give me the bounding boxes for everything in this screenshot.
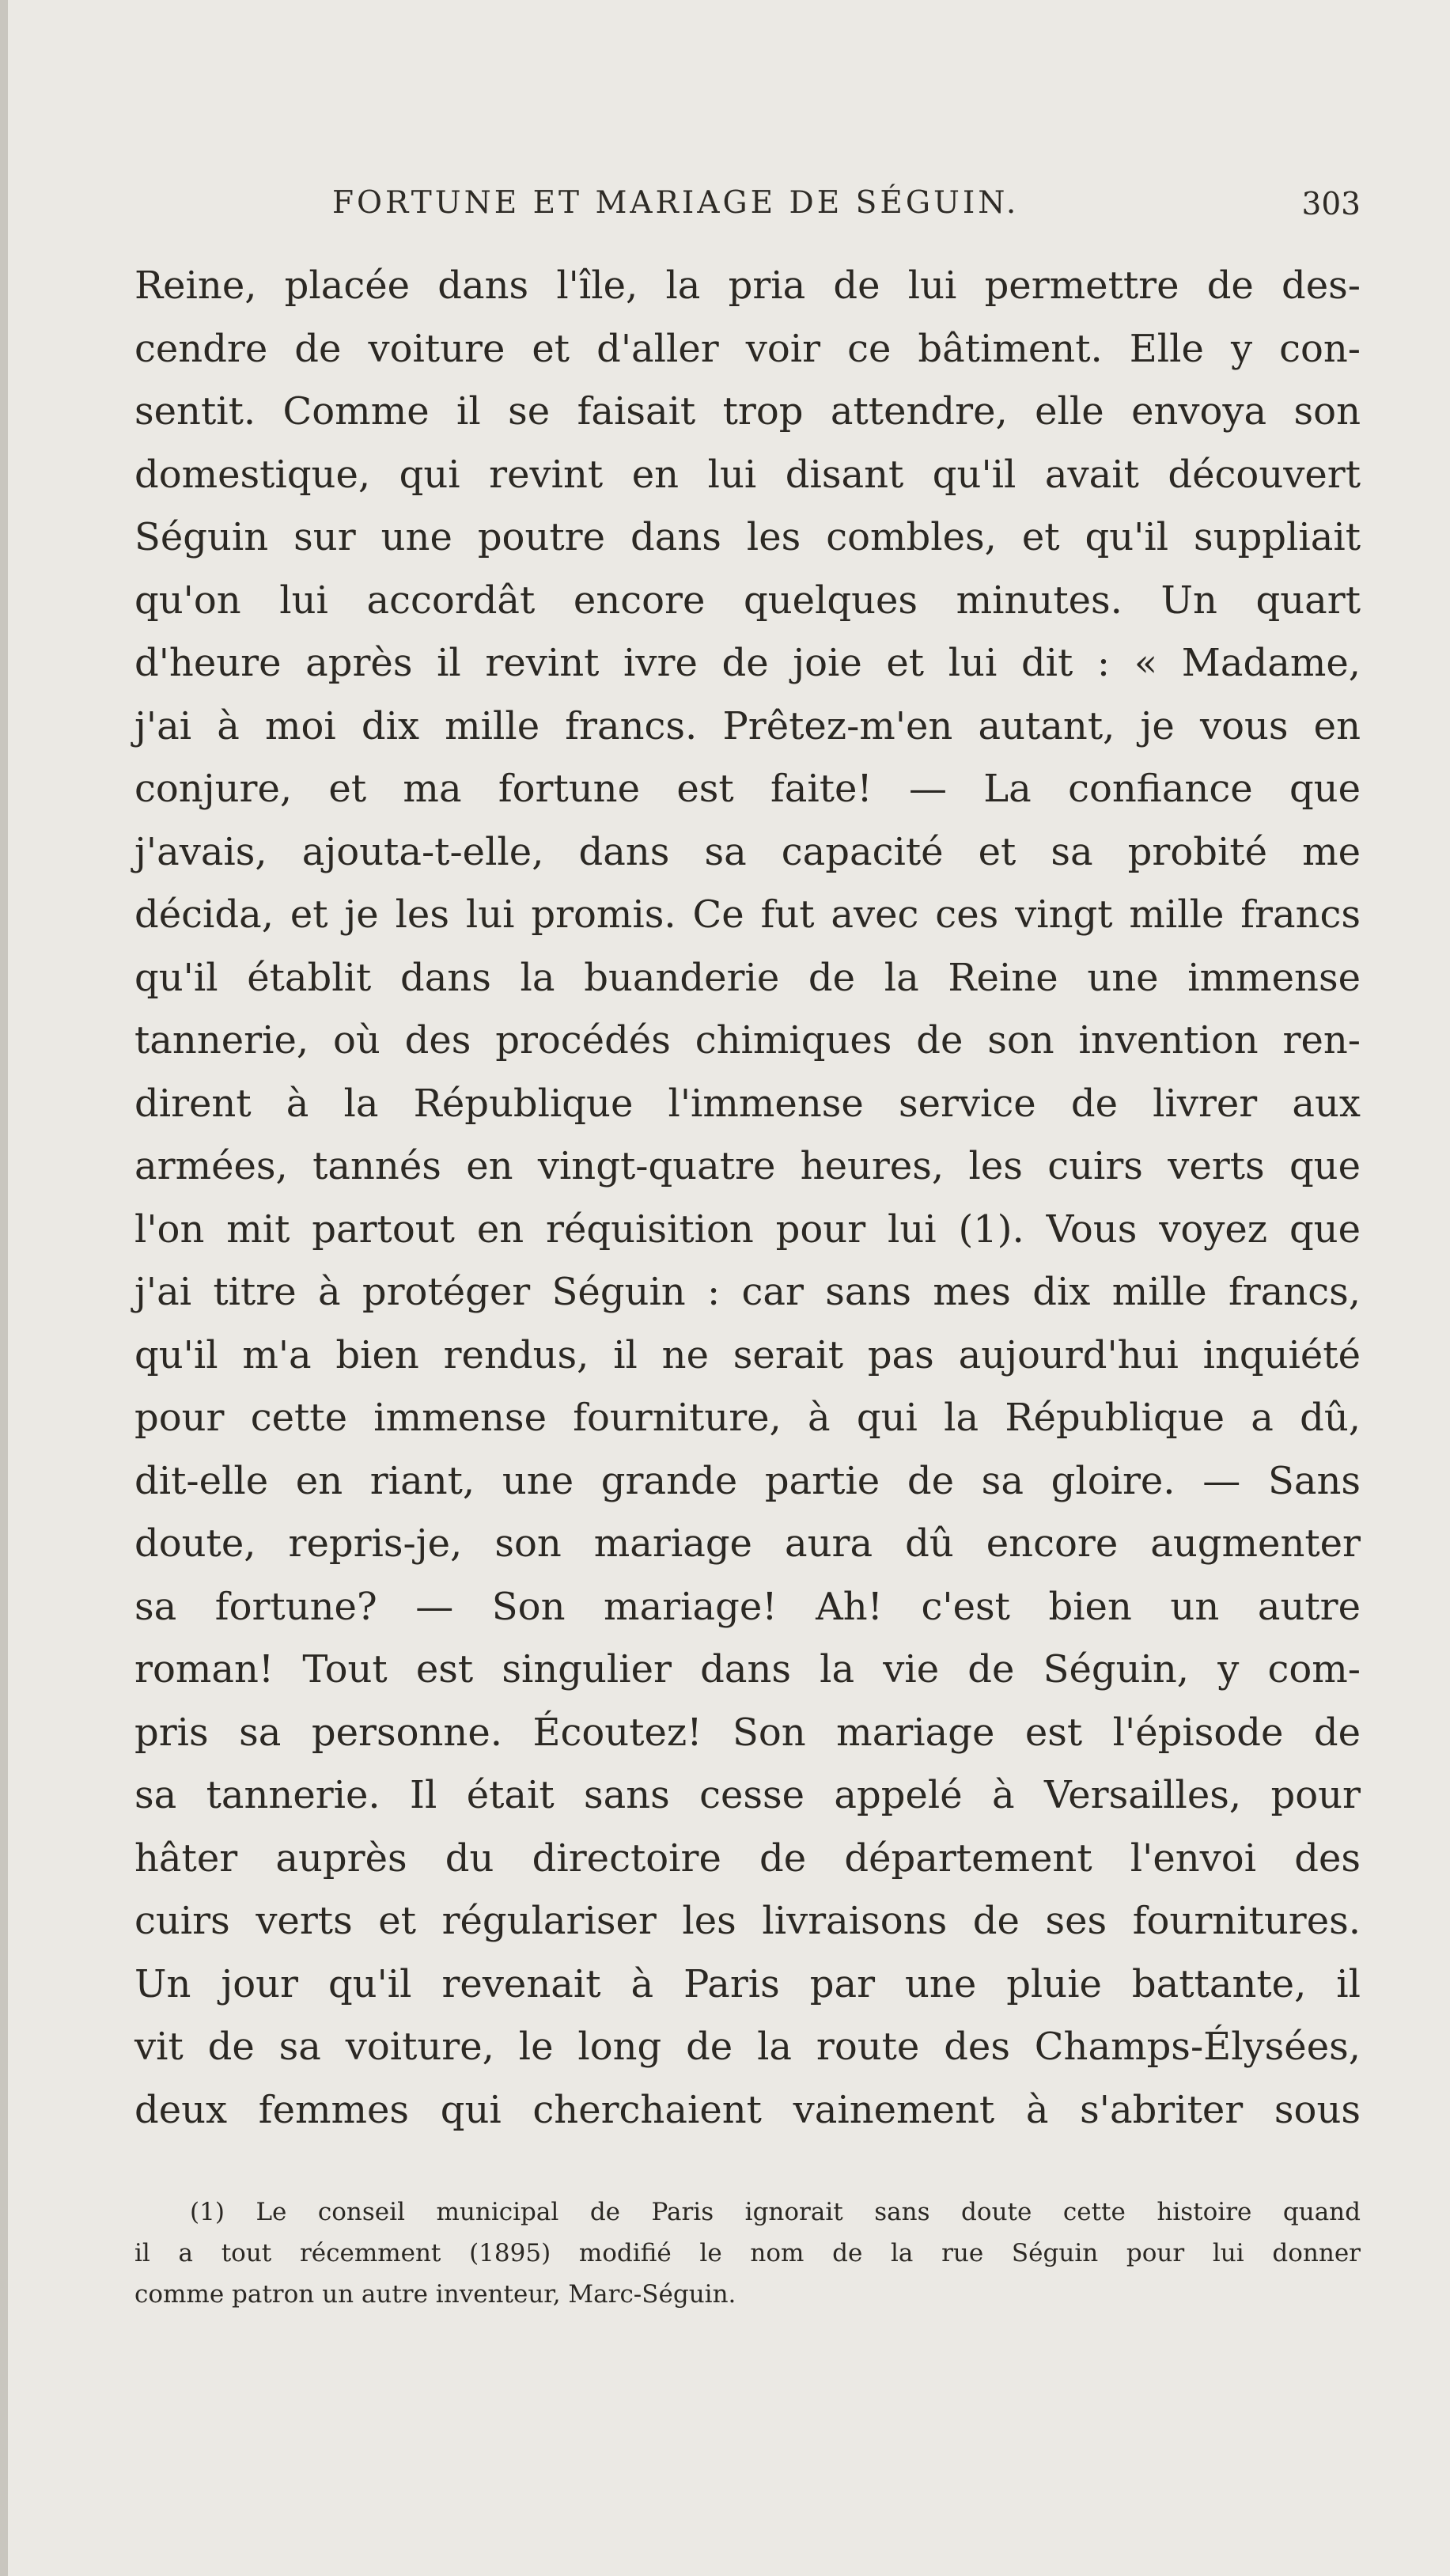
text-line: j'ai à moi dix mille francs. Prêtez-m'en autant, je vous en bbox=[134, 703, 1361, 748]
text-line: Séguin sur une poutre dans les combles, et qu'il suppliait bbox=[134, 515, 1361, 559]
text-line: cuirs verts et régulariser les livraisons de ses fournitures. bbox=[134, 1899, 1361, 1943]
text-line: j'ai titre à protéger Séguin : car sans mes dix mille francs, bbox=[134, 1270, 1361, 1314]
text-line: décida, et je les lui promis. Ce fut avec ces vingt mille francs bbox=[134, 892, 1361, 937]
main-text bbox=[134, 255, 1361, 2142]
running-head: FORTUNE ET MARIAGE DE SÉGUIN. bbox=[332, 185, 1020, 221]
text-line: qu'on lui accordât encore quelques minutes. Un quart bbox=[134, 578, 1361, 623]
text-line: doute, repris-je, son mariage aura dû encore augmenter bbox=[134, 1521, 1361, 1566]
text-line: sa tannerie. Il était sans cesse appelé à Versailles, pour bbox=[134, 1773, 1361, 1817]
text-line: Reine, placée dans l'île, la pria de lui permettre de des- bbox=[134, 263, 1361, 308]
footnote-line: comme patron un autre inventeur, Marc-Séguin. bbox=[134, 2280, 736, 2309]
text-line: vit de sa voiture, le long de la route des Champs-Élysées, bbox=[134, 2025, 1361, 2069]
text-line: roman! Tout est singulier dans la vie de Séguin, y com- bbox=[134, 1647, 1361, 1691]
page-edge-shadow bbox=[0, 0, 8, 2576]
footnote-line: (1) Le conseil municipal de Paris ignorait sans doute cette histoire quand bbox=[190, 2198, 1361, 2226]
text-line: hâter auprès du directoire de département l'envoi des bbox=[134, 1835, 1361, 1881]
text-line: conjure, et ma fortune est faite! — La confiance que bbox=[134, 767, 1361, 811]
page-number: 303 bbox=[1301, 187, 1361, 222]
footnote-line: il a tout récemment (1895) modifié le nom de la rue Séguin pour lui donner bbox=[134, 2239, 1361, 2267]
text-line: armées, tannés en vingt-quatre heures, les cuirs verts que bbox=[134, 1144, 1361, 1188]
text-line: l'on mit partout en réquisition pour lui (1). Vous voyez que bbox=[134, 1207, 1361, 1252]
text-line: sentit. Comme il se faisait trop attendre, elle envoya son bbox=[134, 389, 1361, 434]
text-line: pour cette immense fourniture, à qui la République a dû, bbox=[134, 1396, 1361, 1440]
text-line: dit-elle en riant, une grande partie de sa gloire. — Sans bbox=[134, 1458, 1361, 1503]
text-line: domestique, qui revint en lui disant qu'il avait découvert bbox=[134, 452, 1361, 497]
text-line: tannerie, où des procédés chimiques de son invention ren- bbox=[134, 1018, 1361, 1063]
footnote bbox=[134, 2191, 1361, 2315]
text-line: cendre de voiture et d'aller voir ce bâtiment. Elle y con- bbox=[134, 326, 1361, 371]
text-line: j'avais, ajouta-t-elle, dans sa capacité et sa probité me bbox=[134, 829, 1361, 874]
text-line: qu'il m'a bien rendus, il ne serait pas aujourd'hui inquiété bbox=[134, 1332, 1361, 1377]
text-line: d'heure après il revint ivre de joie et lui dit : « Madame, bbox=[134, 641, 1361, 685]
text-line: deux femmes qui cherchaient vainement à s'abriter sous bbox=[134, 2087, 1361, 2132]
page-header bbox=[134, 179, 1361, 242]
text-line: Un jour qu'il revenait à Paris par une pluie battante, il bbox=[134, 1961, 1361, 2006]
text-line: pris sa personne. Écoutez! Son mariage est l'épisode de bbox=[134, 1710, 1361, 1755]
text-line: dirent à la République l'immense service de livrer aux bbox=[134, 1081, 1361, 1126]
text-line: qu'il établit dans la buanderie de la Reine une immense bbox=[134, 955, 1361, 1000]
text-line: sa fortune? — Son mariage! Ah! c'est bien un autre bbox=[134, 1584, 1361, 1629]
